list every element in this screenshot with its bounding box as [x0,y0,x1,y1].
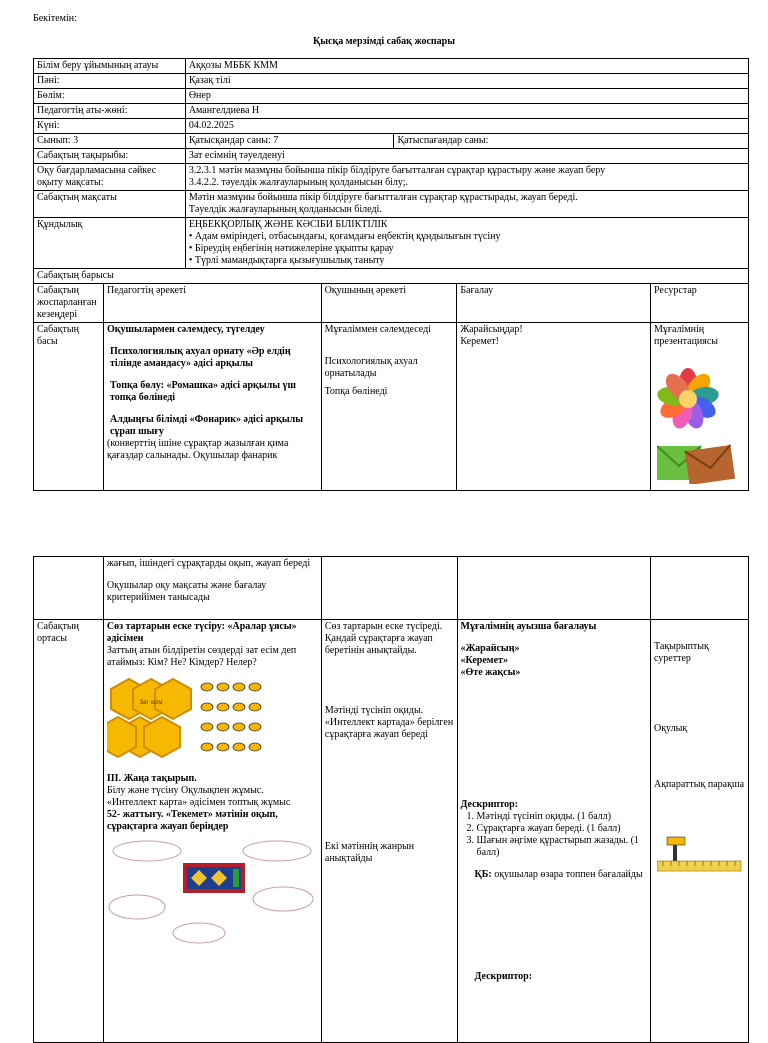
middle-teacher-note: Заттың атын білдіретін сөздерді зат есім деп атаймыз: Кім? Не? Кімдер? Нелер? [106,645,297,668]
descriptor-item: 1. Мәтінді түсініп оқиды. (1 балл) [477,811,647,823]
honeycomb-image [107,677,281,767]
start-teacher-step: Алдыңғы білімді «Фонарик» әдісі арқылы сұрап шығу [109,414,304,437]
stage-middle-label: Сабақтың ортасы [34,620,104,1043]
absent-label: Қатыспағандар саны: [394,134,749,149]
teacher-label: Педагогтің аты-жөні: [34,104,186,119]
info-row-objectives [34,164,749,191]
org-value: Аққозы МББК КММ [185,59,748,74]
org-label: Білім беру ұйымының атауы [34,59,186,74]
envelope-icon [657,444,735,484]
info-row-section [34,89,749,104]
teacher-value: Амангелдиева Н [185,104,748,119]
approved-label: Бекітемін: [33,13,77,24]
values-value [185,218,748,269]
start-student-item: Топқа бөлінеді [324,386,388,397]
aim-item: Мәтін мазмұны бойынша пікір білдіруге бағытталған сұрақтар құрастырады, жауап береді. [188,192,578,203]
stage-start-row [34,323,749,491]
kb-text: оқушылар өзара топпен бағалайды [494,869,643,880]
start-assess-item: Керемет! [460,336,500,347]
middle-assess-cell [457,620,650,1043]
middle-teacher-cell [103,620,321,1043]
lesson-plan-table [33,58,749,491]
middle-student-cell [321,620,457,1043]
middle-assess-item: «Керемет» [460,655,508,666]
start-assess-cell [457,323,651,491]
values-item: • Біреудің еңбегінің нәтижелеріне ұқыпты қарау [188,243,394,254]
info-row-teacher [34,104,749,119]
middle-assess-title: Мұғалімнің ауызша бағалауы [460,621,597,632]
descriptor-list [461,811,647,859]
middle-assess-item: «Жарайсың» [460,643,520,654]
topic-value: Зат есімнің тәуелденуі [185,149,748,164]
col-teacher-header: Педагогтің әрекеті [103,284,321,323]
start-teacher-step: Оқушылармен сәлемдесу, түгелдеу [106,324,265,335]
col-student-header: Оқушының әрекеті [321,284,457,323]
subject-label: Пәні: [34,74,186,89]
middle-resource-item: Оқулық [653,723,688,734]
section-value: Өнер [185,89,748,104]
start-teacher-note: (конверттің ішіне сұрақтар жазылған қима қағаздар салынады. Оқушылар фанарик [106,438,289,461]
date-value: 04.02.2025 [185,119,748,134]
col-assess-header: Бағалау [457,284,651,323]
start-resource-cell [650,323,748,491]
middle-teacher-note: Білу және түсіну Оқулықпен жұмыс. [106,785,264,796]
mind-map-image [107,837,317,955]
middle-resource-cell [650,620,748,1043]
middle-resource-item: Тақырыптық суреттер [653,641,709,664]
progress-label: Сабақтың барысы [34,269,749,284]
aim-value [185,191,748,218]
descriptor-item: 3. Шағын әңгіме құрастырып жазады. (1 балл) [477,835,647,859]
progress-row-label [34,269,749,284]
honeycomb-label: Зат есім [139,700,163,706]
start-teacher-step: Топқа бөлу: «Ромашка» әдісі арқылы үш топқа бөлінеді [109,380,296,403]
class-label: Сынып: 3 [34,134,186,149]
middle-student-item: Екі мәтіннің жанрын анықтайды [324,841,415,864]
topic-label: Сабақтың тақырыбы: [34,149,186,164]
info-row-aim [34,191,749,218]
aim-label: Сабақтың мақсаты [34,191,186,218]
middle-resource-item: Ақпараттық парақша [653,779,745,790]
col-resource-header: Ресурстар [650,284,748,323]
section-label: Бөлім: [34,89,186,104]
cont-teacher-item: Оқушылар оқу мақсаты және бағалау критерийімен танысады [106,580,267,603]
descriptor-title: Дескриптор: [474,971,533,982]
kb-label: ҚБ: [474,869,492,880]
start-student-item: Психологиялық ахуал орнатылады [324,356,418,379]
flower-icon [657,368,719,430]
stage-start-continued-row [34,557,749,620]
col-stage-header: Сабақтың жоспарланған кезеңдері [34,284,104,323]
values-label: Құндылық [34,218,186,269]
start-student-cell [321,323,457,491]
objectives-value [185,164,748,191]
cont-teacher-cell [103,557,321,620]
info-row-topic [34,149,749,164]
descriptor-item: 2. Сұрақтарға жауап береді. (1 балл) [477,823,647,835]
values-item: • Адам өміріндегі, отбасындағы, қоғамдағы еңбектің құндылығын түсіну [188,231,501,242]
values-title: ЕҢБЕКҚОРЛЫҚ ЖӘНЕ КӘСІБИ БІЛІКТІЛІК [188,219,388,230]
date-label: Күні: [34,119,186,134]
stage-middle-row [34,620,749,1043]
start-resource-item: Мұғалімнің презентациясы [653,324,719,347]
objectives-label: Оқу бағдарламасына сәйкес оқыту мақсаты: [34,164,186,191]
start-teacher-step: Психологиялық ахуал орнату «Әр елдің тілінде амандасу» әдісі арқылы [109,346,291,369]
middle-teacher-note: «Интеллект карта» әдісімен топтық жұмыс [106,797,291,808]
ruler-icon [657,835,743,875]
lesson-plan-table-continued [33,556,749,1043]
info-row-values [34,218,749,269]
start-assess-item: Жарайсыңдар! [460,324,523,335]
middle-student-item: Сөз тартарын еске түсіреді. Қандай сұрақтарға жауап беретінін анықтайды. [324,621,443,656]
middle-assess-item: «Өте жақсы» [460,667,521,678]
objective-item: 3.4.2.2. тәуелдік жалғауларының қолданысын білу;. [188,177,409,188]
subject-value: Қазақ тілі [185,74,748,89]
start-student-item: Мұғаліммен сәлемдеседі [324,324,431,335]
aim-item: Тәуелдік жалғауларының қолданысын біледі. [188,204,382,215]
middle-teacher-step: Сөз тартарын еске түсіру: «Аралар ұясы» әдісімен [106,621,297,644]
middle-student-item: Мәтінді түсініп оқиды. «Интеллект картада» берілген сұрақтарға жауап береді [324,705,454,740]
info-row-org [34,59,749,74]
info-row-date [34,119,749,134]
progress-header-row [34,284,749,323]
cont-teacher-item: жағып, ішіндегі сұрақтарды оқып, жауап береді [106,558,311,569]
objective-item: 3.2.3.1 мәтін мазмұны бойынша пікір білдіруге бағытталған сұрақтар құрастыру және жауап беру [188,165,606,176]
stage-start-label: Сабақтың басы [34,323,104,491]
start-teacher-cell [103,323,321,491]
middle-teacher-step: ІІІ. Жаңа тақырып. [106,773,197,784]
descriptor-title: Дескриптор: [460,799,519,810]
values-item: • Түрлі мамандықтарға қызығушылық таныту [188,255,385,266]
middle-teacher-step: 52- жаттығу. «Текемет» мәтінін оқып, сұрақтарға жауап беріңдер [106,809,278,832]
info-row-subject [34,74,749,89]
document-title: Қысқа мерзімді сабақ жоспары [312,36,456,47]
info-row-class [34,134,749,149]
kb-line [461,869,647,881]
present-label: Қатысқандар саны: 7 [185,134,394,149]
